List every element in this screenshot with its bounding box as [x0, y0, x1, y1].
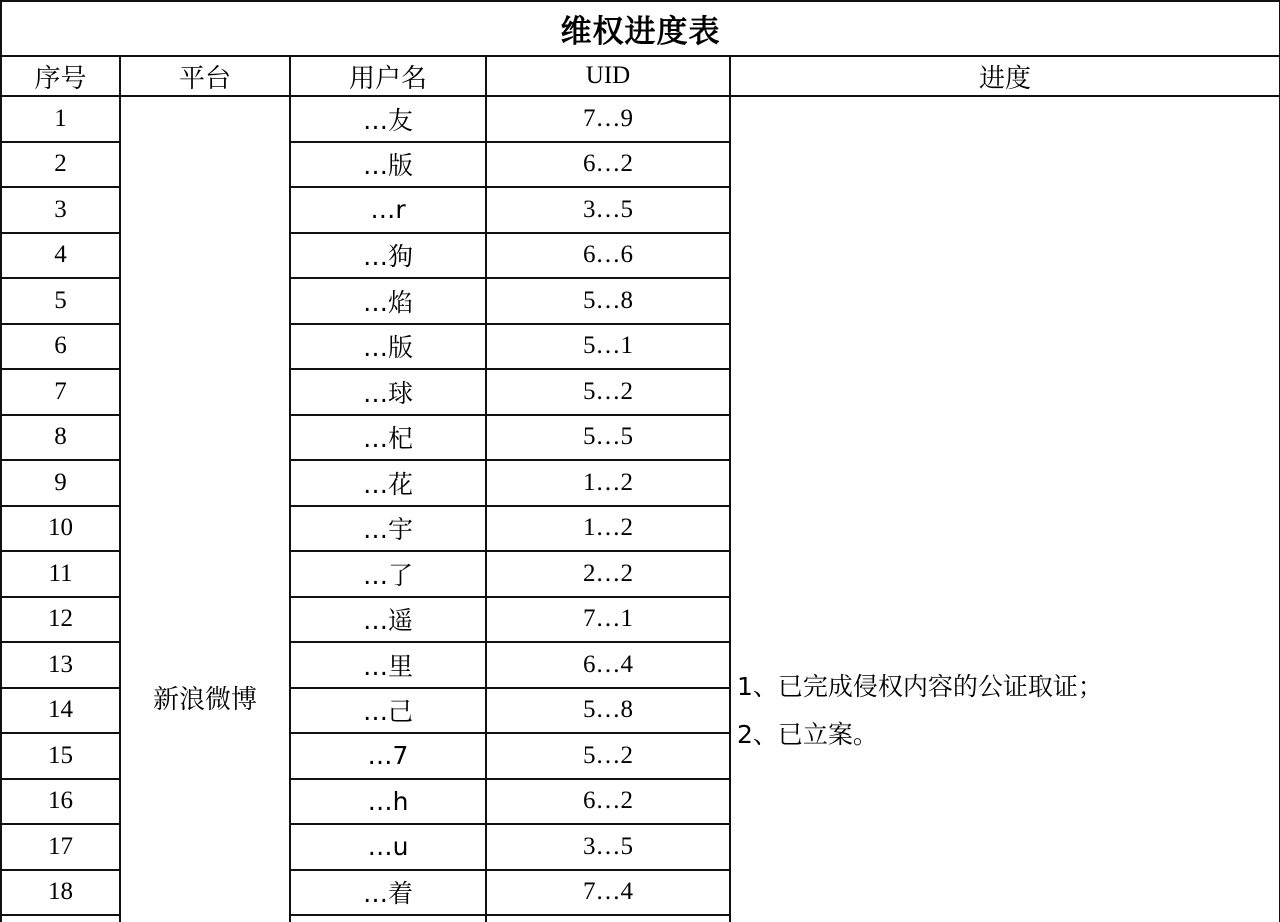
row-username-cell: …h [290, 779, 486, 825]
header-platform: 平台 [120, 56, 290, 96]
row-username-cell [290, 915, 486, 922]
row-username-cell: …版 [290, 142, 486, 188]
row-username-cell: …己 [290, 688, 486, 734]
header-username: 用户名 [290, 56, 486, 96]
row-uid-cell: 7…4 [486, 870, 730, 916]
row-uid-cell: 7…9 [486, 96, 730, 142]
row-index-cell: 12 [1, 597, 120, 643]
progress-cell [730, 96, 1280, 922]
row-uid-cell: 5…8 [486, 688, 730, 734]
row-uid-cell: 2…2 [486, 551, 730, 597]
row-username-cell: …狗 [290, 233, 486, 279]
row-index-cell: 5 [1, 278, 120, 324]
header-uid: UID [486, 56, 730, 96]
row-uid-cell: 5…8 [486, 278, 730, 324]
row-index-cell: 16 [1, 779, 120, 825]
row-uid-cell: 6…6 [486, 233, 730, 279]
row-uid-cell: 5…5 [486, 415, 730, 461]
row-index-cell: 15 [1, 733, 120, 779]
progress-notes [731, 97, 1279, 759]
row-index-cell: 1 [1, 96, 120, 142]
row-username-cell: …球 [290, 369, 486, 415]
row-username-cell: …友 [290, 96, 486, 142]
progress-line: 2、已立案。 [737, 720, 878, 749]
row-uid-cell: 6…2 [486, 779, 730, 825]
row-uid-cell [486, 915, 730, 922]
progress-line: 1、已完成侵权内容的公证取证； [737, 672, 1103, 701]
row-username-cell: …杞 [290, 415, 486, 461]
row-username-cell: …版 [290, 324, 486, 370]
row-uid-cell: 5…2 [486, 369, 730, 415]
row-username-cell: …了 [290, 551, 486, 597]
row-uid-cell: 6…4 [486, 642, 730, 688]
row-uid-cell: 1…2 [486, 460, 730, 506]
title-row [1, 1, 1280, 56]
row-index-cell: 9 [1, 460, 120, 506]
row-index-cell: 2 [1, 142, 120, 188]
row-index-cell: 8 [1, 415, 120, 461]
row-index-cell: 11 [1, 551, 120, 597]
row-uid-cell: 1…2 [486, 506, 730, 552]
row-index-cell: 3 [1, 187, 120, 233]
header-index: 序号 [1, 56, 120, 96]
row-username-cell: …焰 [290, 278, 486, 324]
row-uid-cell: 7…1 [486, 597, 730, 643]
table-title: 维权进度表 [1, 1, 1280, 56]
row-index-cell: 4 [1, 233, 120, 279]
row-uid-cell: 5…1 [486, 324, 730, 370]
row-username-cell: …7 [290, 733, 486, 779]
row-username-cell: …宇 [290, 506, 486, 552]
row-index-cell: 17 [1, 824, 120, 870]
row-uid-cell: 3…5 [486, 187, 730, 233]
row-index-cell [1, 915, 120, 922]
row-username-cell: …r [290, 187, 486, 233]
header-row [1, 56, 1280, 96]
platform-cell [120, 96, 290, 922]
row-username-cell: …花 [290, 460, 486, 506]
row-index-cell: 14 [1, 688, 120, 734]
row-username-cell: …着 [290, 870, 486, 916]
row-uid-cell: 6…2 [486, 142, 730, 188]
row-uid-cell: 5…2 [486, 733, 730, 779]
platform-label: 新浪微博 [152, 685, 257, 715]
row-index-cell: 10 [1, 506, 120, 552]
row-username-cell: …u [290, 824, 486, 870]
row-username-cell: …里 [290, 642, 486, 688]
row-uid-cell: 3…5 [486, 824, 730, 870]
row-username-cell: …遥 [290, 597, 486, 643]
row-index-cell: 18 [1, 870, 120, 916]
row-index-cell: 13 [1, 642, 120, 688]
table-row [1, 96, 1280, 142]
header-progress: 进度 [730, 56, 1280, 96]
row-index-cell: 6 [1, 324, 120, 370]
row-index-cell: 7 [1, 369, 120, 415]
